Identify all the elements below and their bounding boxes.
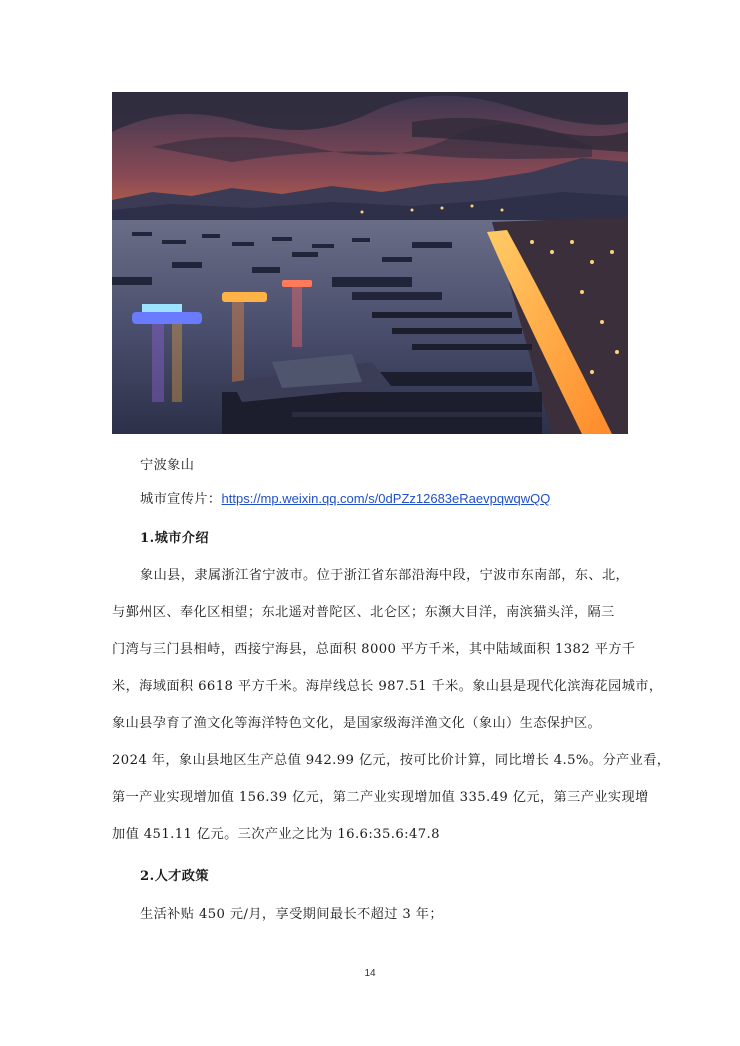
section1-line-2: 与鄞州区、奉化区相望；东北遥对普陀区、北仑区；东濒大目洋，南滨猫头洋，隔三 [112, 605, 615, 620]
promo-label: 城市宣传片： [140, 492, 222, 507]
promo-link[interactable]: https://mp.weixin.qq.com/s/0dPZz12683eRaevpqwqwQQ [221, 491, 551, 506]
section1-line-4: 米，海域面积 6618 平方千米。海岸线总长 987.51 千米。象山县是现代化滨海花园城市， [112, 679, 663, 694]
section2-heading: 2.人才政策 [140, 869, 209, 884]
section1-line-6: 2024 年，象山县地区生产总值 942.99 亿元，按可比价计算，同比增长 4.5%。分产业看， [112, 753, 671, 768]
section1-line-1: 象山县，隶属浙江省宁波市。位于浙江省东部沿海中段，宁波市东南部，东、北， [140, 568, 630, 583]
page-number: 14 [364, 968, 376, 979]
section1-line-3: 门湾与三门县相峙，西接宁海县，总面积 8000 平方千米，其中陆域面积 1382 平方千 [112, 642, 636, 657]
section1-line-8: 加值 451.11 亿元。三次产业之比为 16.6:35.6:47.8 [112, 827, 440, 842]
promo-line [140, 489, 630, 510]
section1-line-7: 第一产业实现增加值 156.39 亿元，第二产业实现增加值 335.49 亿元，第三产业实现增 [112, 790, 649, 805]
section1-heading: 1.城市介绍 [140, 531, 209, 546]
section1-line-5: 象山县孕育了渔文化等海洋特色文化，是国家级海洋渔文化（象山）生态保护区。 [112, 716, 602, 731]
harbor-sunset-photo [112, 92, 628, 434]
photo-caption: 宁波象山 [140, 458, 195, 473]
section2-line-1: 生活补贴 450 元/月，享受期间最长不超过 3 年； [140, 907, 443, 922]
